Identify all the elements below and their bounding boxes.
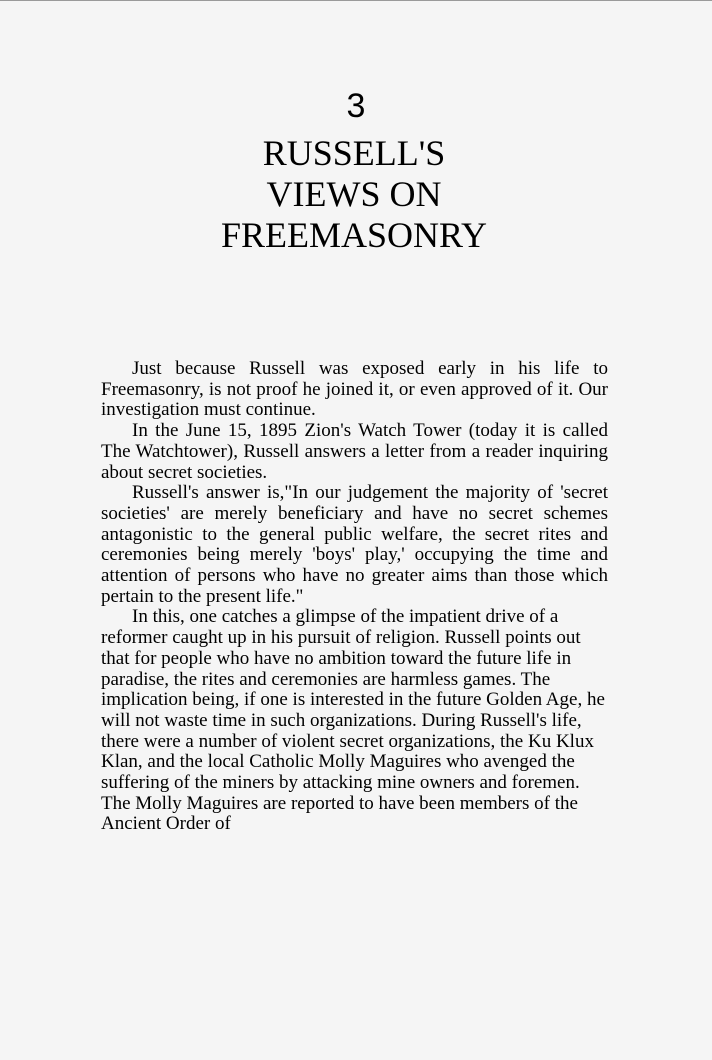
chapter-title-line: FREEMASONRY [220,215,488,255]
chapter-title [100,133,608,256]
chapter-title-line: VIEWS ON [266,174,442,214]
body-paragraph: In the June 15, 1895 Zion's Watch Tower (today it is called The Watchtower), Russell answers a letter from a reader inquiring about secret societies. [101,420,608,483]
body-paragraph: Russell's answer is,"In our judgement the majority of 'secret societies' are merely beneficiary and have no secret schemes antagonistic to the general public welfare, the secret rites and ceremonies being merely 'boys' play,' occupying the time and attention of persons who have no greater aims than those which pertain to the present life." [101,482,608,607]
chapter-number: 3 [346,87,366,125]
page-top-rule [0,0,712,1]
body-paragraph: Just because Russell was exposed early in his life to Freemasonry, is not proof he joined it, or even approved of it. Our investigation must continue. [101,358,608,421]
chapter-title-line: RUSSELL'S [262,133,446,173]
chapter-body [101,359,608,835]
body-paragraph: In this, one catches a glimpse of the impatient drive of a reformer caught up in his pursuit of religion. Russell points out that for people who have no ambition toward the future life in paradise, the rites and ceremonies are harmless games. The implication being, if one is interested in the future Golden Age, he will not waste time in such organizations. During Russell's life, there were a number of violent secret organizations, the Ku Klux Klan, and the local Catholic Molly Maguires who avenged the suffering of the miners by attacking mine owners and foremen. The Molly Maguires are reported to have been members of the Ancient Order of [101,606,605,835]
